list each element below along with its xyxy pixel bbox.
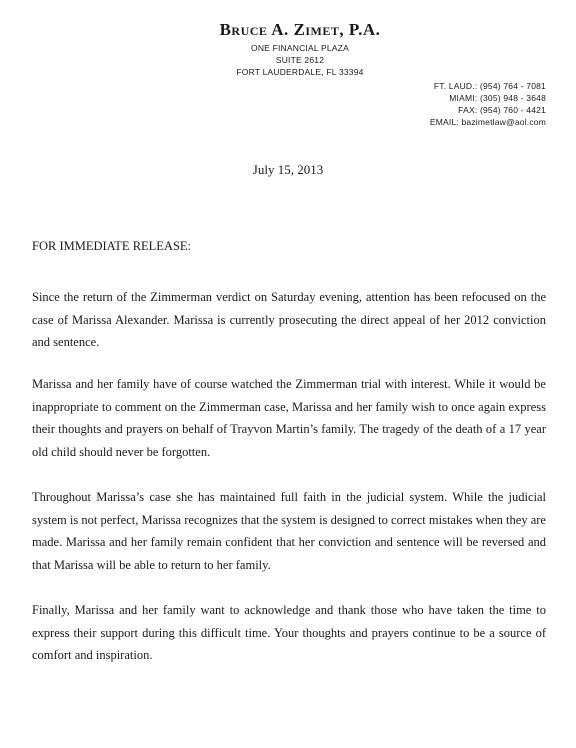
paragraph-judicial-system: Throughout Marissa’s case she has maintained full faith in the judicial system. While the judicial system is not perfect, Marissa recognizes that the system is designed to correct mistakes when they are made. Marissa and her family remain confident that her conviction and sentence will be reversed and that Marissa will be able to return to her family. [32,490,546,572]
release-heading: FOR IMMEDIATE RELEASE: [32,239,192,253]
letter-date: July 15, 2013 [252,162,324,177]
contact-block [430,80,546,128]
paragraph-acknowledgement: Finally, Marissa and her family want to acknowledge and thank those who have taken the time to express their support during this difficult time. Your thoughts and prayers continue to be a source of comfort and inspiration. [32,603,546,662]
contact-phone-miami: MIAMI: (305) 948 - 3648 [449,93,546,103]
contact-fax: FAX: (954) 760 - 4421 [458,105,546,115]
firm-name: Bruce A. Zimet, P.A. [219,20,381,39]
address-line-city: FORT LAUDERDALE, FL 33394 [236,67,364,77]
contact-email: EMAIL: bazimetlaw@aol.com [429,117,546,127]
letterhead [190,18,410,78]
contact-phone-ftlaud: FT. LAUD.: (954) 764 - 7081 [433,81,546,91]
address-line-suite: SUITE 2612 [275,55,325,65]
paragraph-trial: Marissa and her family have of course watched the Zimmerman trial with interest. While it would be inappropriate to comment on the Zimmerman case, Marissa and her family wish to once again express their thoughts and prayers on behalf of Trayvon Martin’s family. The tragedy of the death of a 17 year old child should never be forgotten. [32,377,546,459]
address-line-building: ONE FINANCIAL PLAZA [251,43,349,53]
paragraph-verdict: Since the return of the Zimmerman verdict on Saturday evening, attention has been refocused on the case of Marissa Alexander. Marissa is currently prosecuting the direct appeal of her 2012 conviction and sentence. [32,290,546,349]
